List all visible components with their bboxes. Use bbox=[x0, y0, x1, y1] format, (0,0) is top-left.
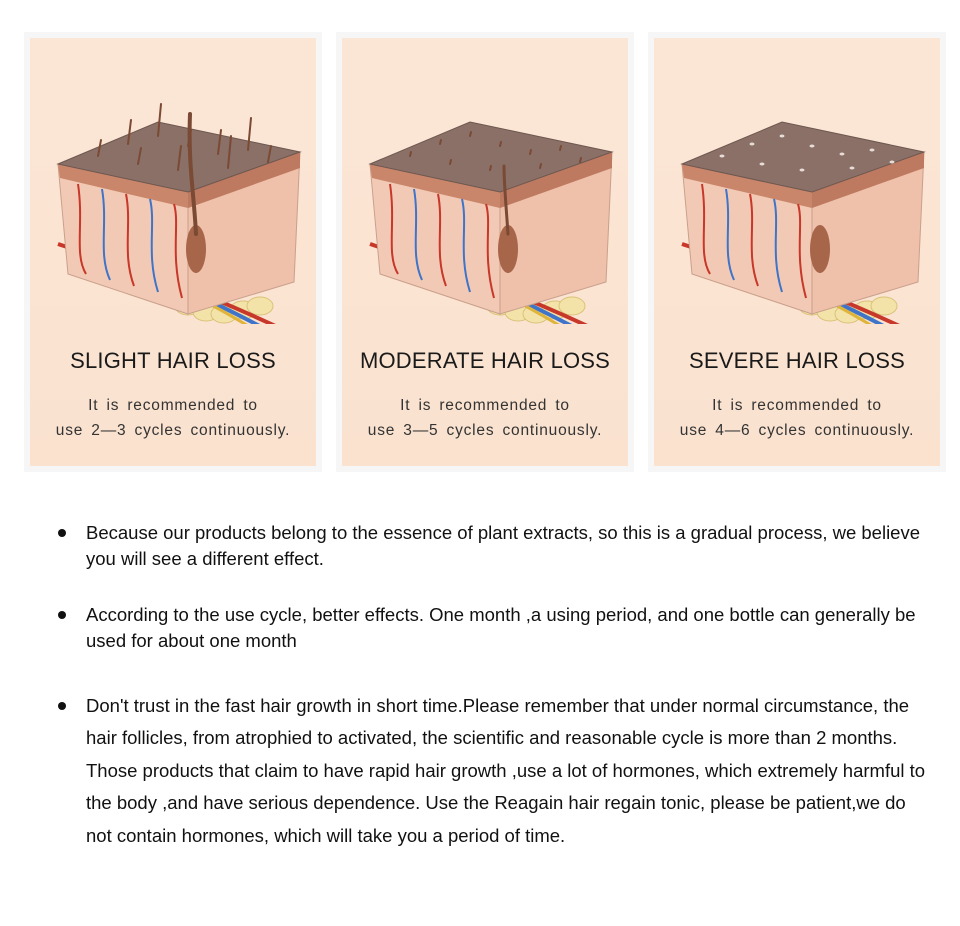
card-description bbox=[30, 393, 316, 443]
card-desc-line: use 3—5 cycles continuously. bbox=[367, 422, 603, 439]
fat-globule bbox=[871, 297, 897, 315]
card-desc-line: use 2—3 cycles continuously. bbox=[55, 422, 291, 439]
note-item bbox=[86, 602, 926, 654]
note-text: Because our products belong to the essence of plant extracts, so this is a gradual process, we believe you will see a different effect. bbox=[86, 522, 921, 569]
note-text: According to the use cycle, better effects. One month ,a using period, and one bottle can generally be used for about one month bbox=[86, 604, 916, 651]
card-description bbox=[342, 393, 628, 443]
skin-illustration-slight bbox=[38, 74, 308, 324]
skin-illustration-severe bbox=[662, 74, 932, 324]
hair-stub bbox=[450, 160, 451, 164]
hair-follicle bbox=[810, 225, 830, 273]
hair-stub bbox=[490, 166, 491, 170]
hair-stub bbox=[470, 132, 471, 136]
empty-pore bbox=[810, 145, 815, 148]
hair-stub bbox=[560, 146, 561, 150]
card-moderate-panel bbox=[342, 38, 628, 466]
hair-stub bbox=[530, 150, 531, 154]
card-desc-line: It is recommended to bbox=[400, 397, 570, 414]
card-slight bbox=[24, 32, 322, 472]
hair-stub bbox=[500, 142, 501, 146]
card-title: SEVERE HAIR LOSS bbox=[689, 348, 905, 373]
card-title: SLIGHT HAIR LOSS bbox=[70, 348, 276, 373]
card-slight-panel bbox=[30, 38, 316, 466]
note-item bbox=[86, 520, 926, 572]
empty-pore bbox=[720, 155, 725, 158]
empty-pore bbox=[760, 163, 765, 166]
card-desc-line: It is recommended to bbox=[88, 397, 258, 414]
hair-loss-levels bbox=[24, 32, 946, 472]
empty-pore bbox=[750, 143, 755, 146]
note-item bbox=[86, 690, 926, 852]
bullet-dot-icon bbox=[58, 702, 66, 710]
card-desc-line: use 4—6 cycles continuously. bbox=[679, 422, 915, 439]
empty-pore bbox=[780, 135, 785, 138]
card-desc-line: It is recommended to bbox=[712, 397, 882, 414]
card-severe-panel bbox=[654, 38, 940, 466]
fat-globule bbox=[559, 297, 585, 315]
hair-stub bbox=[410, 152, 411, 156]
skin-illustration-moderate bbox=[350, 74, 620, 324]
card-moderate bbox=[336, 32, 634, 472]
empty-pore bbox=[800, 169, 805, 172]
card-title: MODERATE HAIR LOSS bbox=[359, 348, 611, 373]
hair-stub bbox=[580, 158, 581, 162]
hair-stub bbox=[540, 164, 541, 168]
bullet-dot-icon bbox=[58, 529, 66, 537]
empty-pore bbox=[840, 153, 845, 156]
empty-pore bbox=[870, 149, 875, 152]
note-text: Don't trust in the fast hair growth in short time.Please remember that under normal circumstance, the hair follicles, from atrophied to activated, the scientific and reasonable cycle is more than 2 months. Those products that claim to have rapid hair growth ,use a lot of hormones, which extremely harmful to the body ,and have serious dependence. Use the Reagain hair regain tonic, please be patient,we do not contain hormones, which will take you a period of time. bbox=[86, 695, 926, 846]
empty-pore bbox=[850, 167, 855, 170]
card-severe bbox=[648, 32, 946, 472]
hair-stub bbox=[440, 140, 441, 144]
fat-globule bbox=[247, 297, 273, 315]
empty-pore bbox=[890, 161, 895, 164]
bullet-dot-icon bbox=[58, 611, 66, 619]
card-description bbox=[654, 393, 940, 443]
